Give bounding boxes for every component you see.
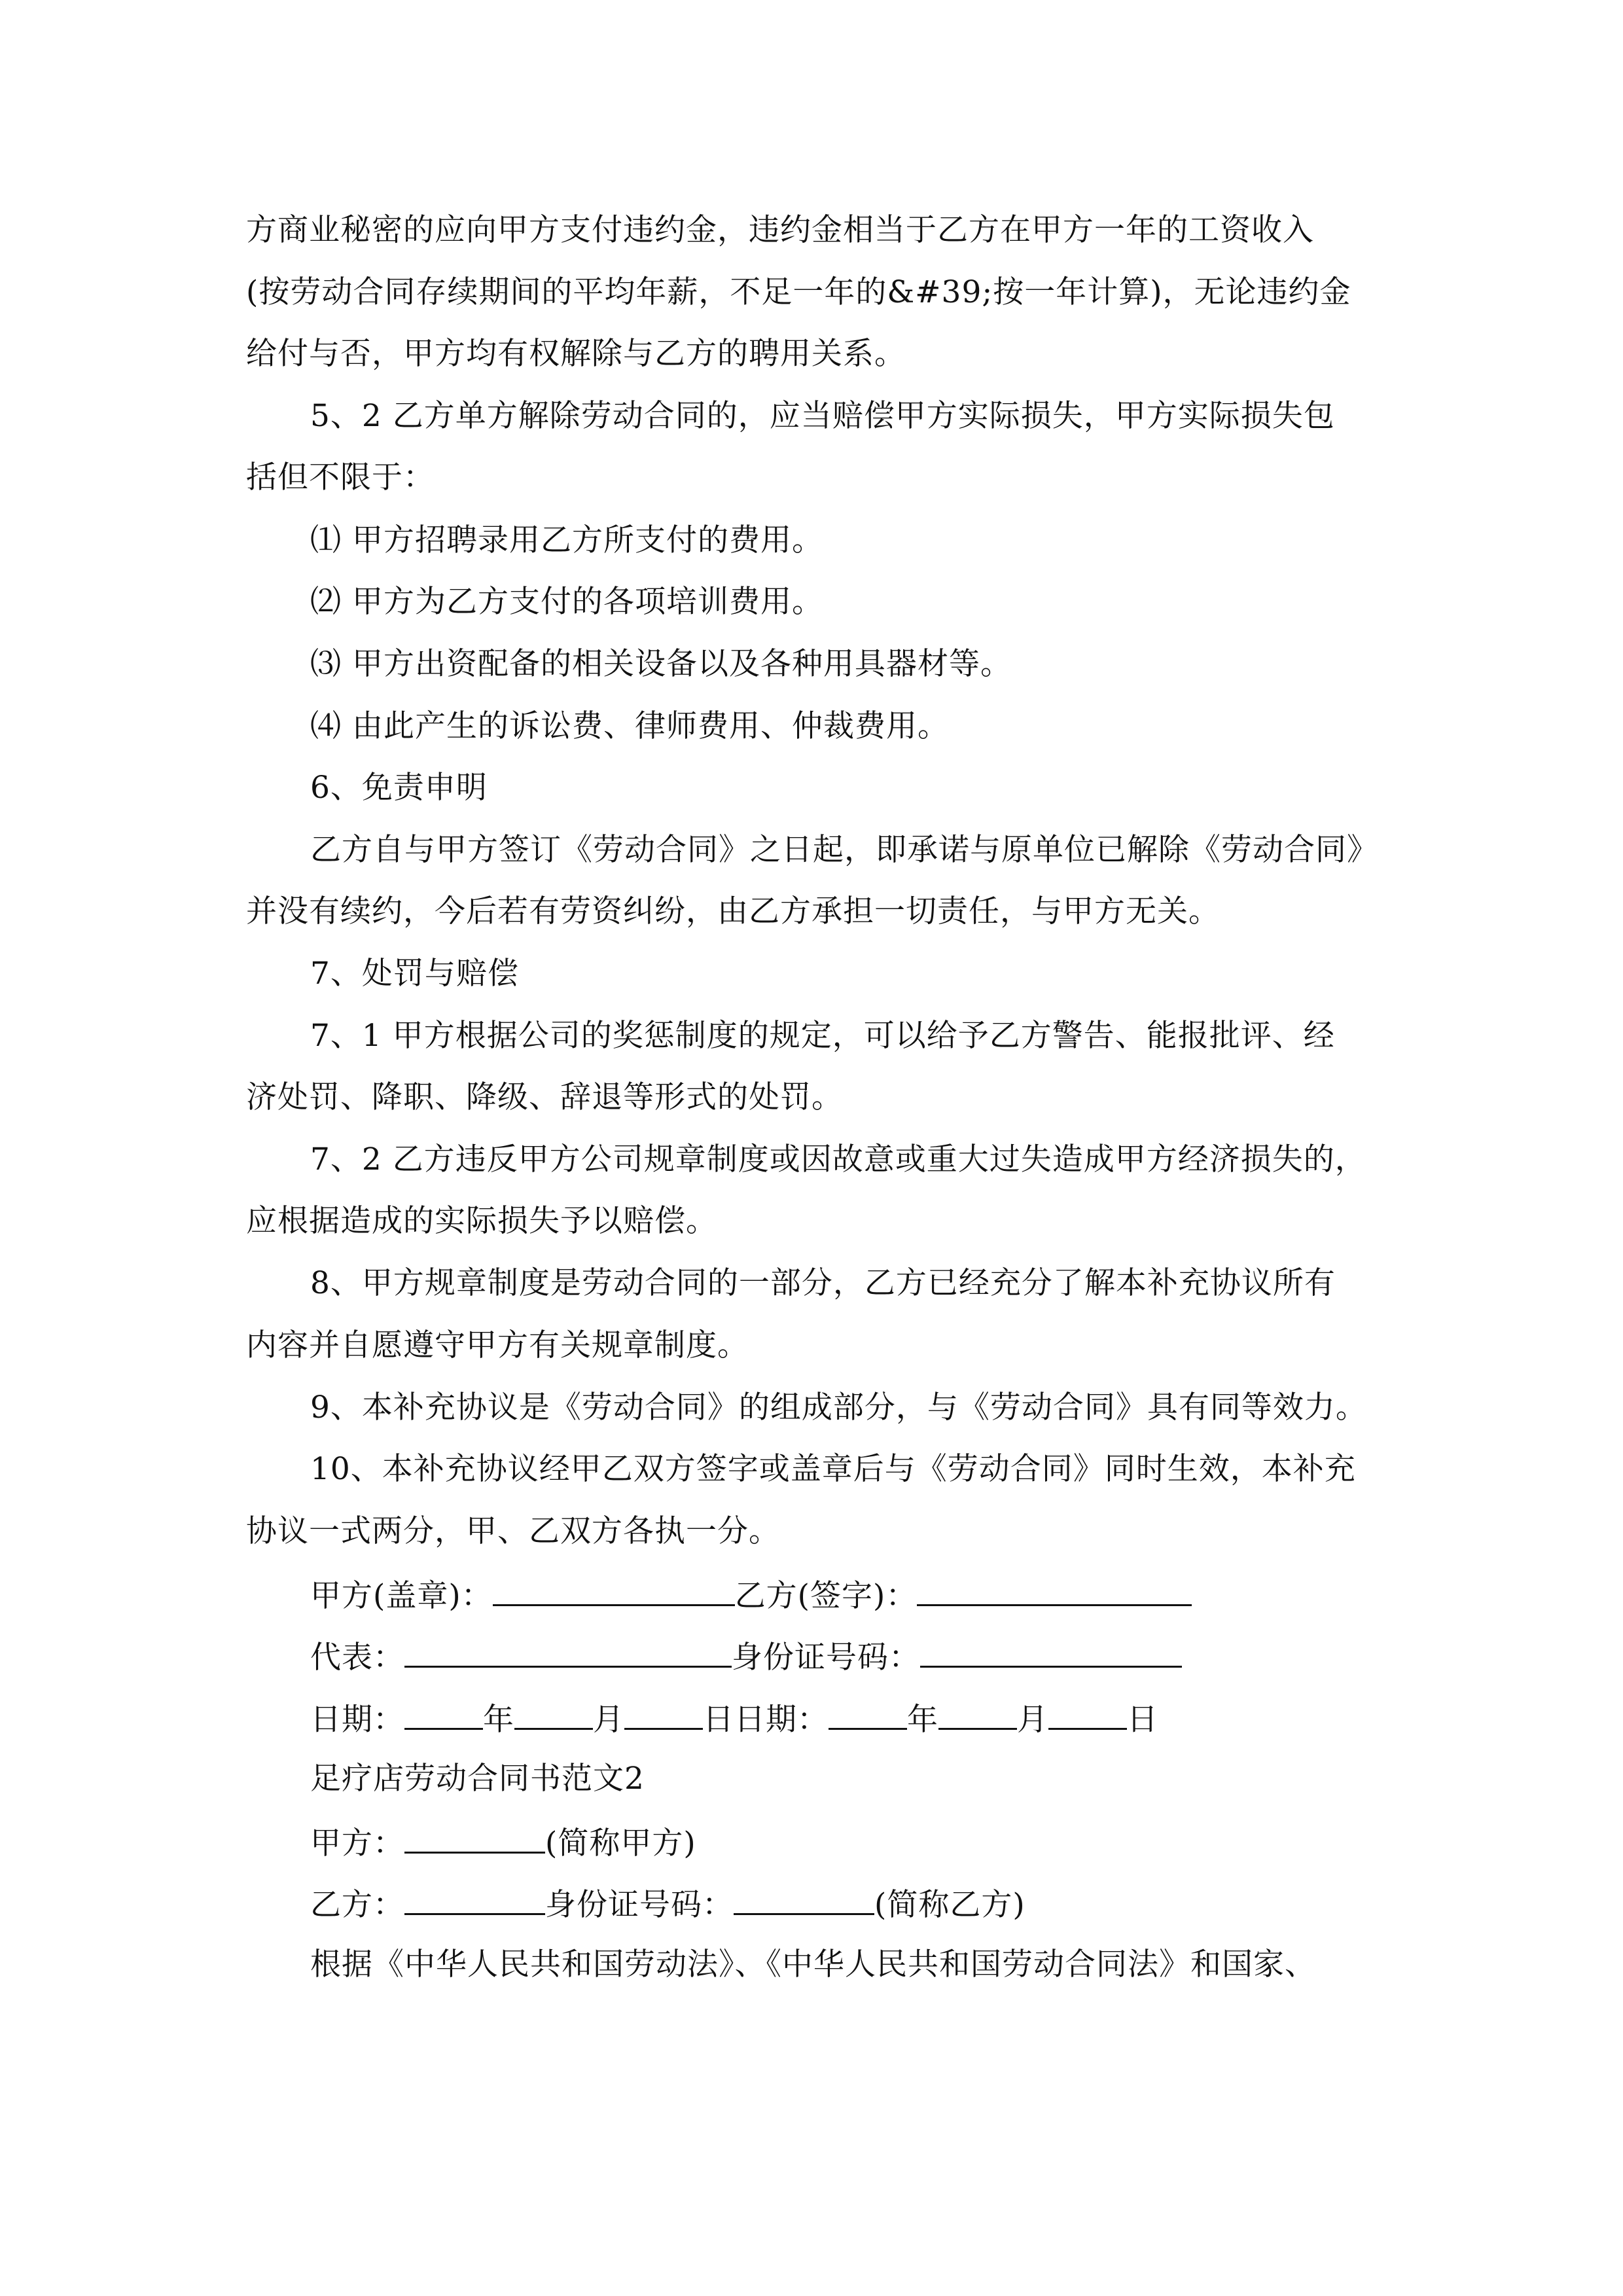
paragraph-line: (按劳动合同存续期间的平均年薪，不足一年的&#39;按一年计算)，无论违约金	[246, 274, 1351, 310]
paragraph-line: 8、甲方规章制度是劳动合同的一部分，乙方已经充分了解本补充协议所有	[310, 1265, 1336, 1301]
section-heading: 6、免责申明	[310, 770, 488, 806]
date-year-label: 年	[483, 1702, 514, 1738]
date2-month-field[interactable]	[938, 1698, 1017, 1730]
date2-month-label: 月	[1017, 1702, 1048, 1738]
paragraph-line: 济处罚、降职、降级、辞退等形式的处罚。	[246, 1079, 843, 1115]
party-a-row	[0, 1821, 1623, 1863]
section-heading: 7、处罚与赔偿	[310, 956, 519, 992]
party-b-name-field[interactable]	[404, 1883, 545, 1915]
date-year-field[interactable]	[404, 1698, 483, 1730]
id-number-field[interactable]	[920, 1636, 1182, 1668]
date-month-label: 月	[593, 1702, 624, 1738]
representative-label: 代表：	[310, 1640, 404, 1676]
paragraph-line: 括但不限于：	[246, 459, 435, 495]
section-title: 足疗店劳动合同书范文2	[310, 1761, 645, 1797]
date2-year-label: 年	[907, 1702, 938, 1738]
signature-row-date	[0, 1698, 1623, 1740]
paragraph-line: 9、本补充协议是《劳动合同》的组成部分，与《劳动合同》具有同等效力。	[310, 1390, 1367, 1426]
party-a-short-label: (简称甲方)	[545, 1825, 696, 1861]
paragraph-line: 并没有续约，今后若有劳资纠纷，由乙方承担一切责任，与甲方无关。	[246, 893, 1220, 929]
date-label: 日期：	[310, 1702, 404, 1738]
paragraph-line: 7、2 乙方违反甲方公司规章制度或因故意或重大过失造成甲方经济损失的，	[310, 1141, 1366, 1177]
date-month-field[interactable]	[514, 1698, 593, 1730]
representative-field[interactable]	[404, 1636, 732, 1668]
paragraph-line: 乙方自与甲方签订《劳动合同》之日起，即承诺与原单位已解除《劳动合同》	[310, 832, 1378, 868]
list-item: ⑷ 由此产生的诉讼费、律师费用、仲裁费用。	[310, 708, 949, 744]
paragraph-line: 应根据造成的实际损失予以赔偿。	[246, 1203, 717, 1239]
list-item: ⑵ 甲方为乙方支付的各项培训费用。	[310, 584, 823, 620]
date-day-date-label: 日日期：	[703, 1702, 829, 1738]
paragraph-line: 内容并自愿遵守甲方有关规章制度。	[246, 1327, 749, 1363]
list-item: ⑴ 甲方招聘录用乙方所支付的费用。	[310, 522, 823, 558]
party-a-name-field[interactable]	[404, 1821, 545, 1854]
list-item: ⑶ 甲方出资配备的相关设备以及各种用具器材等。	[310, 646, 1012, 682]
party-b-label: 乙方：	[310, 1887, 404, 1923]
paragraph-line: 5、2 乙方单方解除劳动合同的，应当赔偿甲方实际损失，甲方实际损失包	[310, 398, 1335, 434]
signature-row-parties	[0, 1574, 1623, 1616]
paragraph-line: 10、本补充协议经甲乙双方签字或盖章后与《劳动合同》同时生效，本补充	[310, 1451, 1356, 1487]
party-a-seal-field[interactable]	[493, 1574, 735, 1606]
party-b-row	[0, 1883, 1623, 1925]
party-b-sign-label: 乙方(签字)：	[734, 1578, 918, 1614]
party-a-label: 甲方：	[310, 1825, 404, 1861]
signature-row-representative	[0, 1636, 1623, 1677]
date-day-field[interactable]	[624, 1698, 703, 1730]
party-b-short-label: (简称乙方)	[874, 1887, 1026, 1923]
date2-year-field[interactable]	[829, 1698, 907, 1730]
paragraph-line: 方商业秘密的应向甲方支付违约金，违约金相当于乙方在甲方一年的工资收入	[246, 212, 1314, 248]
paragraph-line: 给付与否，甲方均有权解除与乙方的聘用关系。	[246, 336, 906, 372]
date2-day-label: 日	[1127, 1702, 1158, 1738]
party-b-id-label: 身份证号码：	[545, 1887, 734, 1923]
id-number-label: 身份证号码：	[732, 1640, 920, 1676]
party-b-sign-field[interactable]	[917, 1574, 1192, 1606]
party-b-id-field[interactable]	[734, 1883, 874, 1915]
paragraph-line: 根据《中华人民共和国劳动法》、《中华人民共和国劳动合同法》和国家、	[310, 1946, 1316, 1982]
date2-day-field[interactable]	[1048, 1698, 1127, 1730]
paragraph-line: 7、1 甲方根据公司的奖惩制度的规定，可以给予乙方警告、能报批评、经	[310, 1018, 1335, 1054]
party-a-seal-label: 甲方(盖章)：	[310, 1578, 493, 1614]
paragraph-line: 协议一式两分，甲、乙双方各执一分。	[246, 1513, 780, 1549]
